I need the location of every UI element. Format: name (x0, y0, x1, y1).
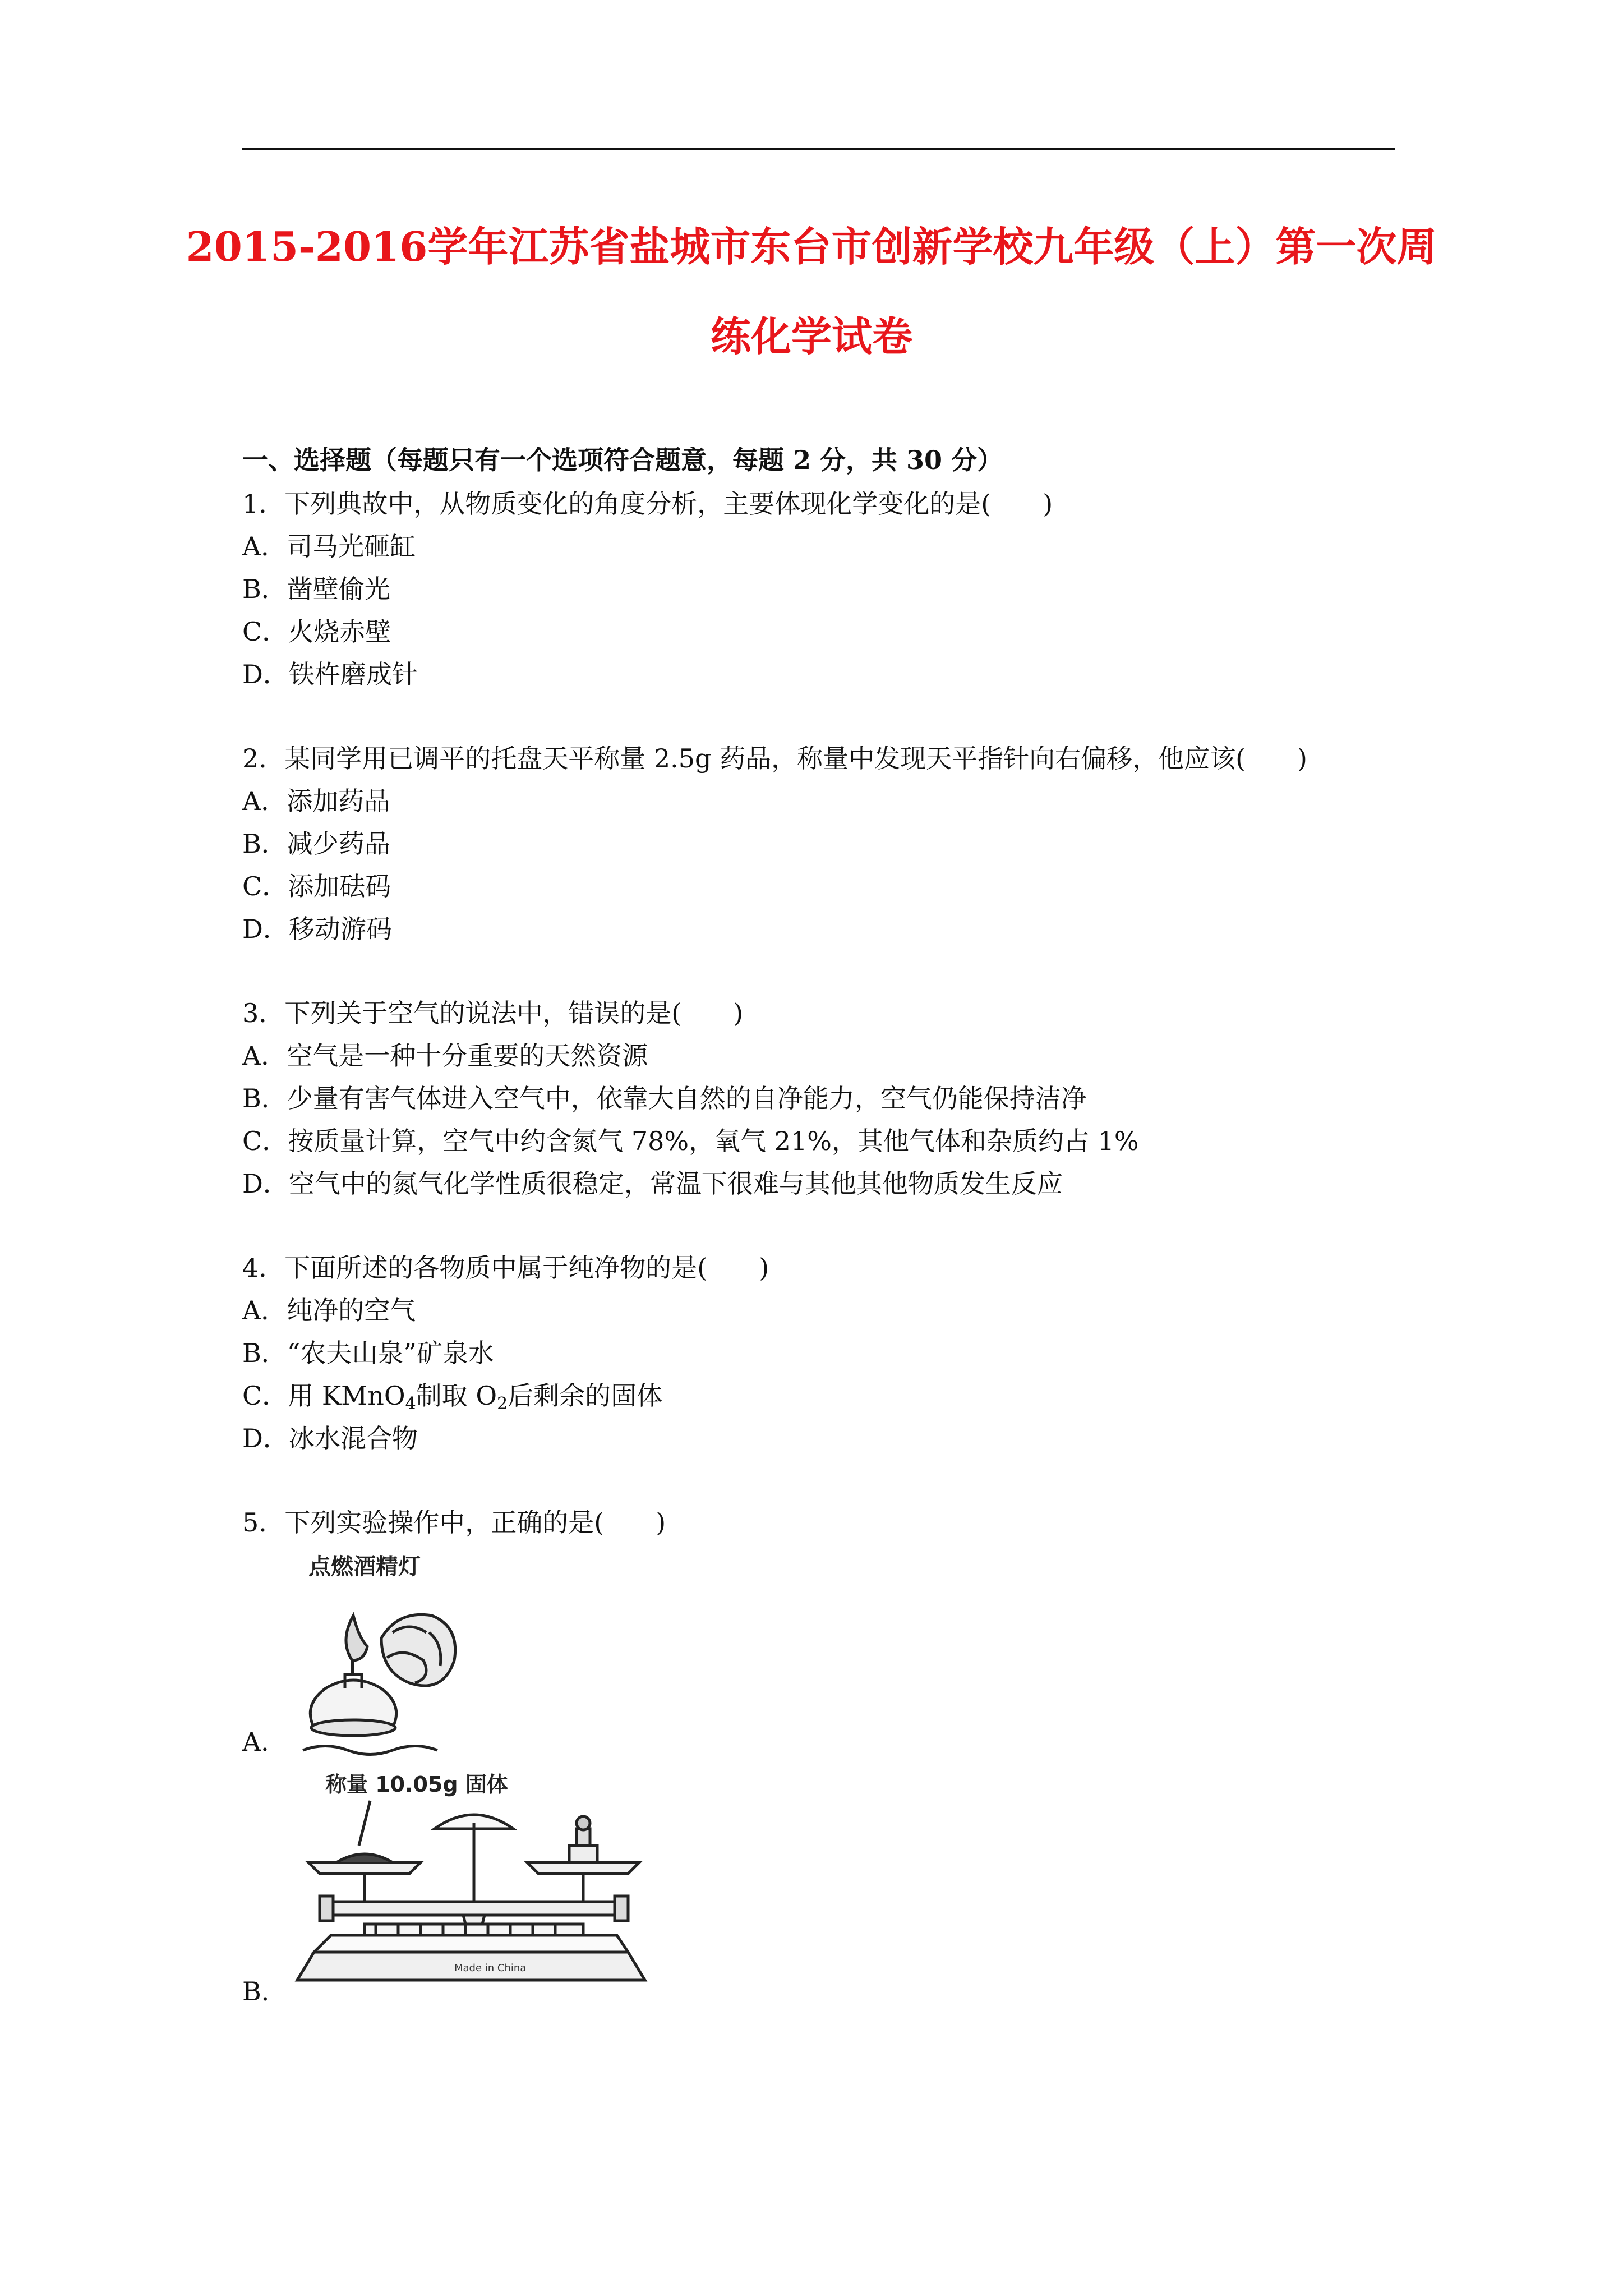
exam-title-line-2: 练化学试卷 (710, 312, 912, 360)
question-3-option-a: A．空气是一种十分重要的天然资源 (242, 1041, 648, 1071)
question-2-stem: 2．某同学用已调平的托盘天平称量 2.5g 药品，称量中发现天平指针向右偏移，他应该( ) (242, 743, 1308, 774)
subscript-2: 2 (497, 1394, 508, 1414)
question-3-option-d: D．空气中的氮气化学性质很稳定，常温下很难与其他其他物质发生反应 (242, 1168, 1063, 1199)
question-2-option-c: C．添加砝码 (242, 871, 391, 901)
alcohol-lamp-lighting-figure (292, 1548, 482, 1761)
balance-weighing-figure (292, 1767, 651, 2003)
exam-title-line-1: 2015-2016学年江苏省盐城市东台市创新学校九年级（上）第一次周 (186, 223, 1437, 270)
question-2-option-d: D．移动游码 (242, 914, 392, 944)
figure-a-caption: 点燃酒精灯 (308, 1554, 421, 1580)
figure-b-caption: 称量 10.05g 固体 (325, 1772, 508, 1797)
option-c-prefix: C．用 KMnO (242, 1381, 405, 1411)
question-5-option-a: A． (242, 1727, 287, 1757)
question-2-option-a: A．添加药品 (242, 786, 390, 816)
question-5-stem: 5．下列实验操作中，正确的是( ) (242, 1507, 666, 1538)
question-4-stem: 4．下面所述的各物质中属于纯净物的是( ) (242, 1253, 769, 1283)
question-2-option-b: B．减少药品 (242, 829, 390, 859)
question-3-option-c: C．按质量计算，空气中约含氮气 78%，氧气 21%，其他气体和杂质约占 1% (242, 1126, 1139, 1156)
made-in-china-stamp: Made in China (454, 1962, 527, 1974)
option-c-suffix: 后剩余的固体 (508, 1381, 663, 1411)
question-5-option-b: B． (242, 1976, 287, 2007)
question-1-stem: 1．下列典故中，从物质变化的角度分析，主要体现化学变化的是( ) (242, 489, 1053, 519)
subscript-4: 4 (405, 1394, 416, 1414)
question-3-stem: 3．下列关于空气的说法中，错误的是( ) (242, 998, 744, 1028)
question-4-option-c (242, 1379, 662, 1421)
question-4-option-a: A．纯净的空气 (242, 1295, 416, 1326)
question-1-option-b: B．凿壁偷光 (242, 574, 390, 604)
question-1-option-a: A．司马光砸缸 (242, 531, 416, 562)
question-1-option-c: C．火烧赤壁 (242, 616, 391, 647)
option-c-mid: 制取 O (416, 1381, 497, 1411)
header-rule (242, 148, 1395, 150)
question-1-option-d: D．铁杵磨成针 (242, 659, 418, 689)
question-4-option-d: D．冰水混合物 (242, 1423, 418, 1453)
section-heading: 一、选择题（每题只有一个选项符合题意，每题 2 分，共 30 分） (242, 445, 1003, 475)
question-4-option-b: B．“农夫山泉”矿泉水 (242, 1338, 494, 1368)
question-3-option-b: B．少量有害气体进入空气中，依靠大自然的自净能力，空气仍能保持洁净 (242, 1083, 1087, 1114)
